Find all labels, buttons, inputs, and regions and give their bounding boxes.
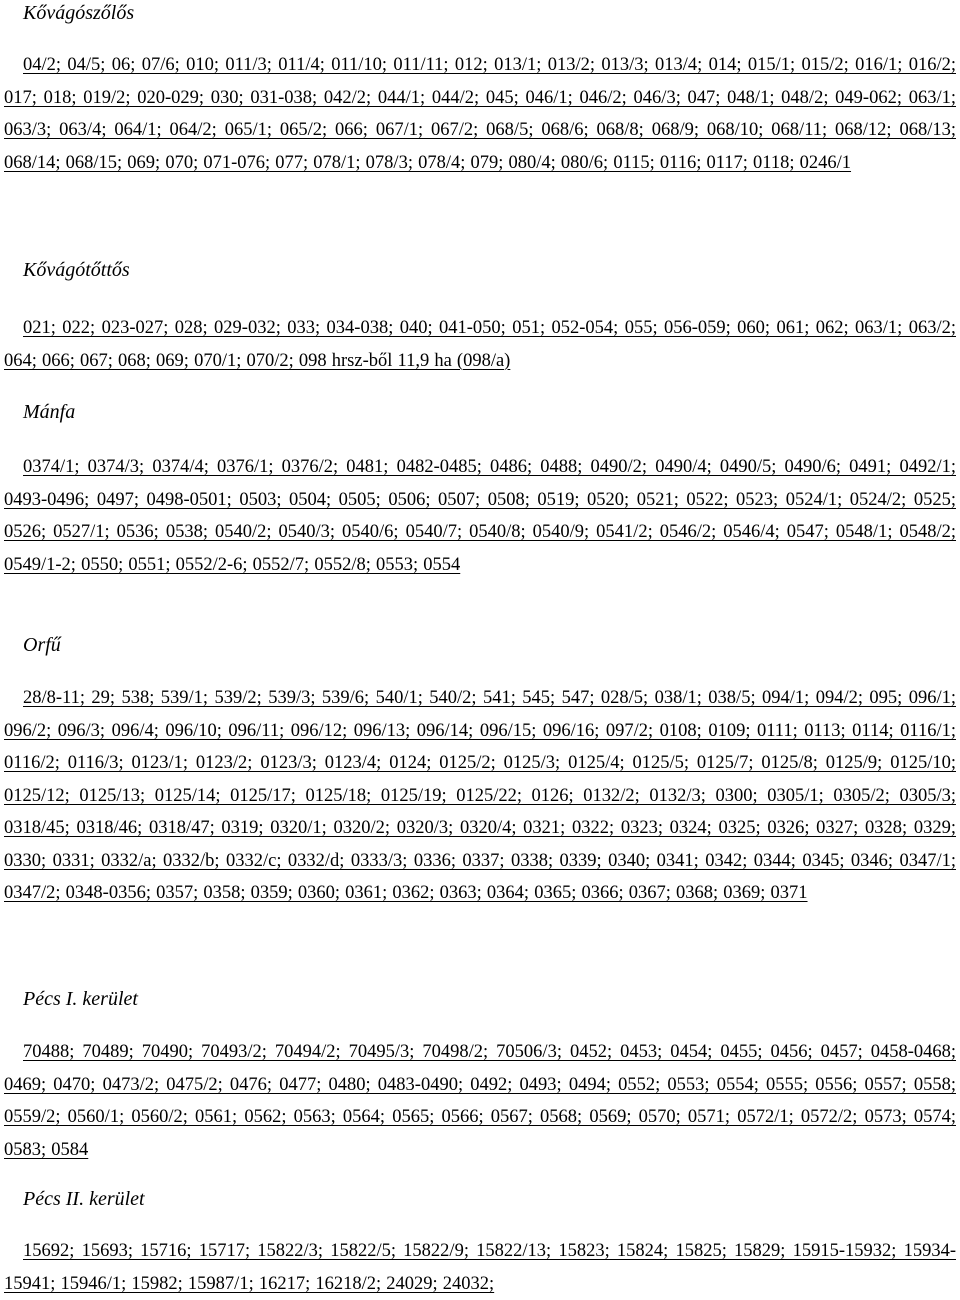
parcel-list-pecs-2-kerulet — [4, 1235, 956, 1300]
section-heading-kovagotottos: Kővágótőttős — [23, 259, 130, 281]
parcel-numbers-text: 15692; 15693; 15716; 15717; 15822/3; 15822/5; 15822/9; 15822/13; 15823; 15824; 15825; 15829; 15915-15932; 15934-15941; 15946/1; 15982; 15987/1; 16217; 16218/2; 24029; 24032; — [4, 1241, 956, 1294]
parcel-list-pecs-1-kerulet — [4, 1036, 956, 1166]
section-heading-kovagoszolos: Kővágószőlős — [23, 2, 135, 24]
section-heading-pecs-1-kerulet: Pécs I. kerület — [23, 988, 138, 1010]
parcel-list-kovagotottos — [4, 312, 956, 377]
section-heading-pecs-2-kerulet: Pécs II. kerület — [23, 1188, 145, 1210]
parcel-list-kovagoszolos — [4, 49, 956, 179]
section-heading-manfa: Mánfa — [23, 401, 76, 423]
parcel-numbers-text: 021; 022; 023-027; 028; 029-032; 033; 034-038; 040; 041-050; 051; 052-054; 055; 056-059; 060; 061; 062; 063/1; 063/2; 064; 066; 067; 068; 069; 070/1; 070/2; 098 hrsz-ből 11,9 ha (098/a) — [4, 318, 956, 371]
section-heading-orfu: Orfű — [23, 634, 61, 656]
parcel-list-orfu — [4, 682, 956, 910]
parcel-numbers-text: 0374/1; 0374/3; 0374/4; 0376/1; 0376/2; 0481; 0482-0485; 0486; 0488; 0490/2; 0490/4; 0490/5; 0490/6; 0491; 0492/1; 0493-0496; 0497; 0498-0501; 0503; 0504; 0505; 0506; 0507; 0508; 0519; 0520; 0521; 0522; 0523; 0524/1; 0524/2; 0525; 0526; 0527/1; 0536; 0538; 0540/2; 0540/3; 0540/6; 0540/7; 0540/8; 0540/9; 0541/2; 0546/2; 0546/4; 0547; 0548/1; 0548/2; 0549/1-2; 0550; 0551; 0552/2-6; 0552/7; 0552/8; 0553; 0554 — [4, 457, 956, 575]
parcel-numbers-text: 70488; 70489; 70490; 70493/2; 70494/2; 70495/3; 70498/2; 70506/3; 0452; 0453; 0454; 0455; 0456; 0457; 0458-0468; 0469; 0470; 0473/2; 0475/2; 0476; 0477; 0480; 0483-0490; 0492; 0493; 0494; 0552; 0553; 0554; 0555; 0556; 0557; 0558; 0559/2; 0560/1; 0560/2; 0561; 0562; 0563; 0564; 0565; 0566; 0567; 0568; 0569; 0570; 0571; 0572/1; 0572/2; 0573; 0574; 0583; 0584 — [4, 1042, 956, 1160]
parcel-numbers-text: 04/2; 04/5; 06; 07/6; 010; 011/3; 011/4; 011/10; 011/11; 012; 013/1; 013/2; 013/3; 013/4; 014; 015/1; 015/2; 016/1; 016/2; 017; 018; 019/2; 020-029; 030; 031-038; 042/2; 044/1; 044/2; 045; 046/1; 046/2; 046/3; 047; 048/1; 048/2; 049-062; 063/1; 063/3; 063/4; 064/1; 064/2; 065/1; 065/2; 066; 067/1; 067/2; 068/5; 068/6; 068/8; 068/9; 068/10; 068/11; 068/12; 068/13; 068/14; 068/15; 069; 070; 071-076; 077; 078/1; 078/3; 078/4; 079; 080/4; 080/6; 0115; 0116; 0117; 0118; 0246/1 — [4, 55, 956, 173]
parcel-list-manfa — [4, 451, 956, 581]
parcel-numbers-text: 28/8-11; 29; 538; 539/1; 539/2; 539/3; 539/6; 540/1; 540/2; 541; 545; 547; 028/5; 038/1; 038/5; 094/1; 094/2; 095; 096/1; 096/2; 096/3; 096/4; 096/10; 096/11; 096/12; 096/13; 096/14; 096/15; 096/16; 097/2; 0108; 0109; 0111; 0113; 0114; 0116/1; 0116/2; 0116/3; 0123/1; 0123/2; 0123/3; 0123/4; 0124; 0125/2; 0125/3; 0125/4; 0125/5; 0125/7; 0125/8; 0125/9; 0125/10; 0125/12; 0125/13; 0125/14; 0125/17; 0125/18; 0125/19; 0125/22; 0126; 0132/2; 0132/3; 0300; 0305/1; 0305/2; 0305/3; 0318/45; 0318/46; 0318/47; 0319; 0320/1; 0320/2; 0320/3; 0320/4; 0321; 0322; 0323; 0324; 0325; 0326; 0327; 0328; 0329; 0330; 0331; 0332/a; 0332/b; 0332/c; 0332/d; 0333/3; 0336; 0337; 0338; 0339; 0340; 0341; 0342; 0344; 0345; 0346; 0347/1; 0347/2; 0348-0356; 0357; 0358; 0359; 0360; 0361; 0362; 0363; 0364; 0365; 0366; 0367; 0368; 0369; 0371 — [4, 688, 956, 903]
